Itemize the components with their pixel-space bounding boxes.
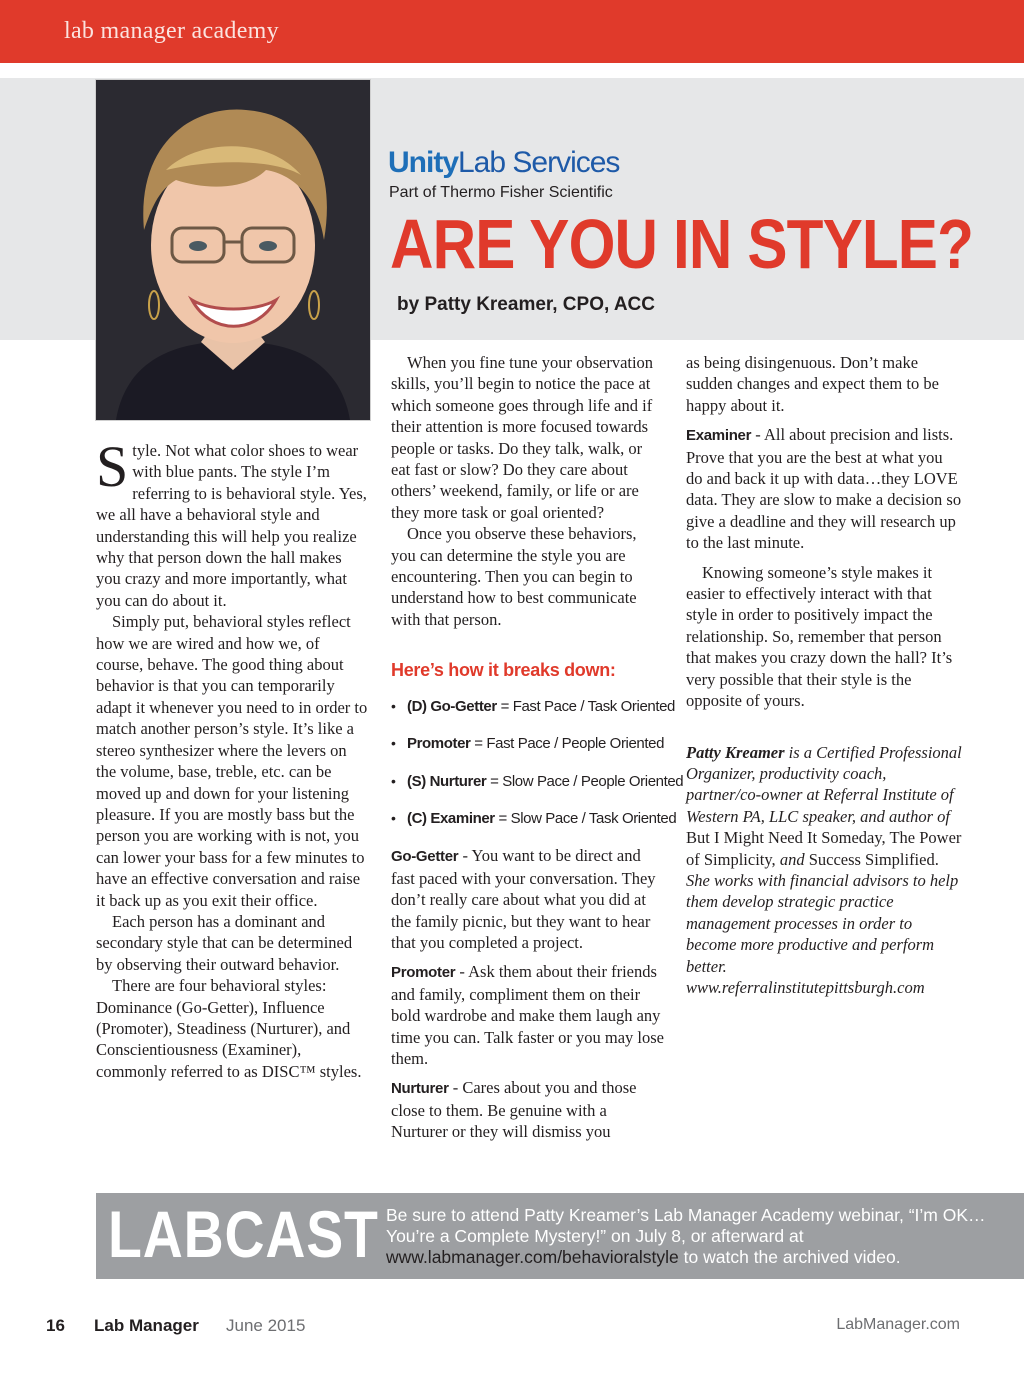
style-desc: = Slow Pace / Task Oriented	[494, 809, 677, 827]
section-label: lab manager academy	[64, 18, 279, 44]
article-column-3	[686, 352, 962, 998]
style-name: (S) Nurturer	[407, 772, 487, 790]
style-desc: = Slow Pace / People Oriented	[486, 772, 684, 790]
article-column-2	[391, 352, 684, 1143]
bio-text: is a Certified Professional Organizer, productivity coach, partner/co-owner at Referral Institute of Western PA, LLC speaker, and author of	[686, 742, 962, 826]
style-label: Nurturer	[391, 1080, 449, 1098]
style-label: Go-Getter	[391, 848, 459, 866]
labcast-text	[386, 1205, 1006, 1268]
paragraph: Each person has a dominant and secondary style that can be determined by observing their outward behavior.	[96, 911, 353, 974]
bio-text: and	[775, 849, 809, 869]
bullet-icon: •	[391, 697, 396, 714]
paragraph-text: tyle. Not what color shoes to wear with blue pants. The style I’m referring to is behavioral style. Yes, we all have a behavioral style and understanding this will help you realize why that person down the hall makes you crazy and more importantly, what you can do about it.	[96, 441, 367, 610]
list-item	[391, 771, 684, 792]
paragraph	[391, 961, 665, 1069]
style-list	[391, 696, 684, 830]
bio-name: Patty Kreamer	[686, 742, 785, 762]
style-name: Promoter	[407, 735, 471, 753]
sponsor-logo	[388, 146, 619, 180]
list-item	[391, 808, 677, 829]
paragraph-text: - Ask them about their friends and family, compliment them on their bold wardrobe and make them laugh any time you can. Talk faster or you may lose them.	[391, 962, 665, 1068]
style-name: (D) Go-Getter	[407, 697, 497, 715]
bullet-icon: •	[391, 735, 396, 752]
list-item	[391, 696, 675, 717]
bio-text: She works with financial advisors to help them develop strategic practice management processes in order to become more productive and perform better. www.referralinstitutepittsburgh.com	[686, 870, 959, 997]
bullet-icon: •	[391, 809, 396, 826]
website-url[interactable]: LabManager.com	[836, 1316, 960, 1333]
sponsor-tagline: Part of Thermo Fisher Scientific	[389, 184, 613, 201]
paragraph-text: - All about precision and lists. Prove that you are the best at what you do and back it up with data…they LOVE data. They are slow to make a decision so give a deadline and they will research up to the last minute.	[686, 425, 962, 553]
labcast-link[interactable]: www.labmanager.com/behavioralstyle	[386, 1247, 679, 1267]
magazine-name: Lab Manager	[94, 1316, 199, 1335]
style-desc: = Fast Pace / Task Oriented	[496, 697, 675, 715]
paragraph: There are four behavioral styles: Dominance (Go-Getter), Influence (Promoter), Steadiness (Nurturer), and Conscientiousness (Examiner), commonly referred to as DISC™ styles.	[96, 976, 362, 1081]
section-header-bar	[0, 0, 1024, 63]
paragraph	[391, 845, 665, 953]
bio-book-title: Success Simplified.	[808, 849, 939, 869]
style-name: (C) Examiner	[407, 809, 495, 827]
paragraph: Simply put, behavioral styles reflect how we are wired and how we, of course, behave. The good thing about behavior is that you can temporarily adapt it whenever you need to in order to match another person’s style. It’s like a stereo synthesizer where the levers on the volume, base, treble, etc. can be moved up and down for your listening pleasure. If you are mostly bass but the person you are working with is not, you can lower your bass for a few minutes to have an effective conversation and raise it back up as you exit their office.	[96, 612, 368, 910]
style-desc: = Fast Pace / People Oriented	[470, 735, 665, 753]
paragraph-text: - You want to be direct and fast paced with your conversation. They don’t really care about what you did at the family picnic, but they want to hear that you completed a project.	[391, 846, 656, 952]
drop-cap: S	[96, 434, 129, 499]
list-item	[391, 733, 665, 754]
bullet-icon: •	[391, 772, 396, 789]
page-number: 16	[46, 1316, 65, 1335]
paragraph	[391, 1077, 665, 1142]
article-byline: by Patty Kreamer, CPO, ACC	[397, 294, 655, 315]
paragraph	[686, 424, 962, 553]
author-photo	[96, 80, 370, 420]
sponsor-brand-bold: Unity	[388, 146, 458, 179]
labcast-suffix: to watch the archived video.	[678, 1247, 901, 1267]
article-column-1	[96, 434, 368, 1082]
labcast-title: LABCAST	[108, 1197, 379, 1271]
paragraph	[96, 434, 368, 611]
labcast-promo: Be sure to attend Patty Kreamer’s Lab Manager Academy webinar, “I’m OK…You’re a Complete Mystery!” on July 8, or afterward at	[386, 1205, 986, 1246]
issue-date: June 2015	[226, 1316, 306, 1335]
bio-book-title: But I Might Need It Someday, The Power of Simplicity,	[686, 828, 962, 869]
style-label: Examiner	[686, 427, 752, 445]
style-label: Promoter	[391, 964, 456, 982]
article-headline: ARE YOU IN STYLE?	[390, 205, 974, 283]
sponsor-brand-rest: Lab Services	[458, 146, 620, 179]
breakdown-subhead: Here’s how it breaks down:	[391, 660, 616, 681]
paragraph: When you fine tune your observation skills, you’ll begin to notice the pace at which someone goes through life and if their attention is more focused towards people or tasks. Do they talk, walk, or eat fast or slow? Do they care about others’ weekend, family, or life or are they more task or goal oriented?	[391, 353, 654, 522]
paragraph: Once you observe these behaviors, you can determine the style you are encountering. Then you can begin to understand how to best communicate with that person.	[391, 524, 637, 629]
paragraph-text: - Cares about you and those close to them. Be genuine with a Nurturer or they will dismiss you	[391, 1078, 637, 1142]
author-bio	[686, 742, 962, 999]
paragraph: as being disingenuous. Don’t make sudden changes and expect them to be happy about it.	[686, 353, 939, 415]
paragraph: Knowing someone’s style makes it easier to effectively interact with that style in order to positively impact the relationship. So, remember that person that makes you crazy down the hall? It’s very possible that their style is the opposite of yours.	[686, 562, 953, 711]
